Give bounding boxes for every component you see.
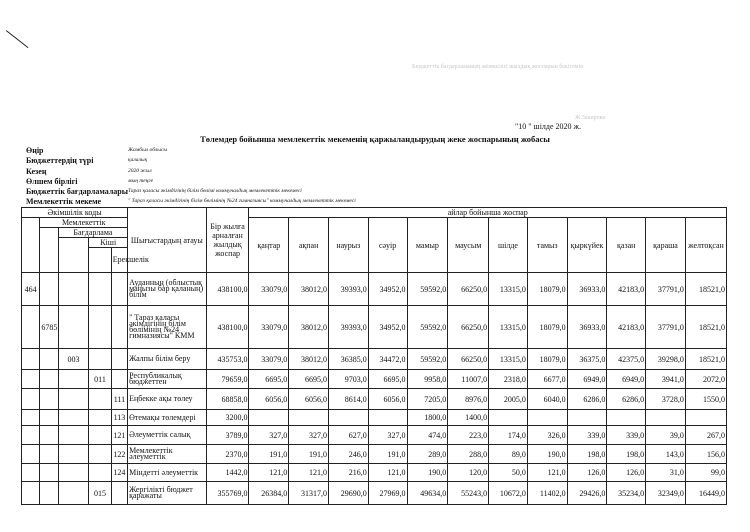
- month-value-cell: 121,0: [368, 464, 407, 482]
- month-value-cell: 327,0: [368, 426, 407, 445]
- scan-artifact-line: [6, 30, 29, 48]
- table-row: [22, 389, 727, 410]
- header-monthly-plan: айлар бойынша жоспар: [249, 208, 727, 218]
- code-cell: [22, 445, 40, 464]
- code-cell: [22, 349, 40, 370]
- month-value-cell: 35234,0: [607, 482, 646, 505]
- month-value-cell: [646, 410, 686, 426]
- month-value-cell: [685, 410, 726, 426]
- month-value-cell: 6677,0: [527, 370, 567, 389]
- month-value-cell: 31317,0: [289, 482, 329, 505]
- month-value-cell: 39393,0: [328, 273, 368, 306]
- code-cell: [40, 426, 58, 445]
- month-value-cell: 339,0: [567, 426, 607, 445]
- code-cell: [89, 349, 111, 370]
- month-value-cell: 267,0: [685, 426, 726, 445]
- code-cell: 011: [89, 370, 111, 389]
- annual-cell: 3200,0: [206, 410, 249, 426]
- month-value-cell: 26384,0: [249, 482, 289, 505]
- month-value-cell: 2072,0: [685, 370, 726, 389]
- month-value-cell: 18079,0: [527, 349, 567, 370]
- month-value-cell: 2005,0: [489, 389, 528, 410]
- code-cell: [22, 426, 40, 445]
- month-value-cell: 1400,0: [448, 410, 489, 426]
- month-value-cell: 339,0: [607, 426, 646, 445]
- month-value-cell: 121,0: [249, 464, 289, 482]
- month-value-cell: 6695,0: [368, 370, 407, 389]
- month-value-cell: 11007,0: [448, 370, 489, 389]
- month-value-cell: 474,0: [407, 426, 448, 445]
- month-value-cell: 326,0: [527, 426, 567, 445]
- month-value-cell: 33079,0: [249, 306, 289, 349]
- expense-name-cell: Өтемақы төлемдері: [128, 410, 207, 426]
- month-value-cell: 6056,0: [289, 389, 329, 410]
- month-header: маусым: [448, 218, 489, 273]
- month-value-cell: 18079,0: [527, 306, 567, 349]
- code-cell: [22, 464, 40, 482]
- month-value-cell: 126,0: [567, 464, 607, 482]
- table-row: [22, 464, 727, 482]
- month-value-cell: [527, 410, 567, 426]
- month-value-cell: 13315,0: [489, 349, 528, 370]
- month-header: қыркүйек: [567, 218, 607, 273]
- header-spacer: [22, 218, 40, 273]
- header-expense-name: Шығыстардың атауы: [128, 208, 207, 273]
- code-cell: [58, 464, 89, 482]
- month-value-cell: 13315,0: [489, 306, 528, 349]
- table-row: [22, 445, 727, 464]
- month-value-cell: 50,0: [489, 464, 528, 482]
- month-value-cell: 1550,0: [685, 389, 726, 410]
- month-value-cell: 39,0: [646, 426, 686, 445]
- month-value-cell: 2318,0: [489, 370, 528, 389]
- month-value-cell: 89,0: [489, 445, 528, 464]
- month-value-cell: 6056,0: [368, 389, 407, 410]
- month-value-cell: 198,0: [567, 445, 607, 464]
- table-row: [22, 426, 727, 445]
- month-header: шілде: [489, 218, 528, 273]
- month-header: тамыз: [527, 218, 567, 273]
- month-value-cell: 42375,0: [607, 349, 646, 370]
- month-value-cell: 191,0: [249, 445, 289, 464]
- month-value-cell: [328, 410, 368, 426]
- code-cell: [111, 306, 127, 349]
- month-value-cell: 191,0: [289, 445, 329, 464]
- month-value-cell: [489, 410, 528, 426]
- code-cell: [40, 349, 58, 370]
- code-cell: [58, 370, 89, 389]
- month-value-cell: 223,0: [448, 426, 489, 445]
- meta-value-programs: Тараз қаласы әкімдігінің білім бөлімі коммуналдық мемлекеттік мекемесі: [128, 188, 302, 194]
- table-row: [22, 306, 727, 349]
- code-cell: 111: [111, 389, 127, 410]
- code-cell: 122: [111, 445, 127, 464]
- annual-cell: 355769,0: [206, 482, 249, 505]
- month-value-cell: 327,0: [249, 426, 289, 445]
- month-value-cell: 27969,0: [368, 482, 407, 505]
- code-cell: [22, 389, 40, 410]
- month-value-cell: 10672,0: [489, 482, 528, 505]
- expense-name-cell: Ауданның (облыстық маңызы бар қаланың) білім: [128, 273, 207, 306]
- approval-note: Бюджеттік бағдарламаның әкімшілігі жылдық жоспарын бекітемін: [412, 64, 584, 70]
- month-value-cell: 29690,0: [328, 482, 368, 505]
- header-specific: Ерекшелік: [111, 248, 127, 273]
- month-value-cell: 190,0: [527, 445, 567, 464]
- table-row: [22, 370, 727, 389]
- meta-value-unit: мың теңге: [128, 178, 154, 184]
- month-value-cell: 327,0: [289, 426, 329, 445]
- month-header: желтоқсан: [685, 218, 726, 273]
- code-cell: [89, 410, 111, 426]
- code-cell: [40, 464, 58, 482]
- meta-label-unit: Өлшем бірлігі: [26, 177, 78, 186]
- month-value-cell: [368, 410, 407, 426]
- meta-value-budget-type: қалалық: [128, 157, 148, 163]
- month-value-cell: 8976,0: [448, 389, 489, 410]
- month-value-cell: 6040,0: [527, 389, 567, 410]
- month-value-cell: 121,0: [289, 464, 329, 482]
- month-value-cell: 39298,0: [646, 349, 686, 370]
- month-value-cell: 289,0: [407, 445, 448, 464]
- annual-cell: 438100,0: [206, 273, 249, 306]
- code-cell: [40, 410, 58, 426]
- code-cell: [89, 306, 111, 349]
- month-value-cell: 7205,0: [407, 389, 448, 410]
- expense-name-cell: Жергілікті бюджет қаражаты: [128, 482, 207, 505]
- header-program: Бағдарлама: [58, 228, 127, 238]
- code-cell: 003: [58, 349, 89, 370]
- code-cell: [22, 410, 40, 426]
- header-state: Мемлекеттік: [40, 218, 128, 228]
- month-value-cell: 8614,0: [328, 389, 368, 410]
- meta-label-institution: Мемлекеттік мекеме: [26, 197, 102, 206]
- month-value-cell: 288,0: [448, 445, 489, 464]
- month-value-cell: 3941,0: [646, 370, 686, 389]
- month-value-cell: 18079,0: [527, 273, 567, 306]
- annual-cell: 1442,0: [206, 464, 249, 482]
- month-value-cell: 6286,0: [607, 389, 646, 410]
- expense-name-cell: " Тараз қаласы әкімдігінің білім бөлімінің №24 гимназиясы" КММ: [128, 306, 207, 349]
- month-value-cell: 36933,0: [567, 306, 607, 349]
- code-cell: [22, 370, 40, 389]
- code-cell: [58, 273, 89, 306]
- code-cell: 113: [111, 410, 127, 426]
- month-value-cell: 36933,0: [567, 273, 607, 306]
- expense-name-cell: Жалпы білім беру: [128, 349, 207, 370]
- expense-name-cell: Республикалық бюджеттен: [128, 370, 207, 389]
- table-row: [22, 349, 727, 370]
- month-value-cell: [249, 410, 289, 426]
- month-value-cell: 6286,0: [567, 389, 607, 410]
- month-value-cell: [607, 410, 646, 426]
- month-value-cell: 120,0: [448, 464, 489, 482]
- table-row: [22, 410, 727, 426]
- month-value-cell: 38012,0: [289, 273, 329, 306]
- month-value-cell: 59592,0: [407, 306, 448, 349]
- month-value-cell: 36385,0: [328, 349, 368, 370]
- month-value-cell: 31,0: [646, 464, 686, 482]
- header-spacer: [58, 238, 89, 273]
- annual-cell: 438100,0: [206, 306, 249, 349]
- annual-cell: 79659,0: [206, 370, 249, 389]
- expense-name-cell: Еңбекке ақы төлеу: [128, 389, 207, 410]
- code-cell: [111, 349, 127, 370]
- month-value-cell: 1800,0: [407, 410, 448, 426]
- month-value-cell: 34952,0: [368, 306, 407, 349]
- month-value-cell: 33079,0: [249, 273, 289, 306]
- code-cell: [111, 482, 127, 505]
- month-value-cell: 37791,0: [646, 306, 686, 349]
- month-value-cell: 42183,0: [607, 273, 646, 306]
- code-cell: [40, 273, 58, 306]
- code-cell: [58, 306, 89, 349]
- month-value-cell: 216,0: [328, 464, 368, 482]
- month-value-cell: [567, 410, 607, 426]
- code-cell: [40, 482, 58, 505]
- code-cell: [89, 273, 111, 306]
- month-header: қаңтар: [249, 218, 289, 273]
- signature-name: Ж.Закирова: [575, 115, 606, 121]
- month-value-cell: 18521,0: [685, 349, 726, 370]
- month-header: қазан: [607, 218, 646, 273]
- month-value-cell: 6695,0: [249, 370, 289, 389]
- month-value-cell: 6695,0: [289, 370, 329, 389]
- month-value-cell: 66250,0: [448, 273, 489, 306]
- month-value-cell: 49634,0: [407, 482, 448, 505]
- meta-label-budget-type: Бюджеттердің түрі: [26, 156, 94, 165]
- expense-name-cell: Мемлекеттік әлеуметтік: [128, 445, 207, 464]
- code-cell: [58, 426, 89, 445]
- code-cell: [58, 482, 89, 505]
- month-value-cell: 6949,0: [567, 370, 607, 389]
- meta-label-region: Өңір: [26, 146, 44, 155]
- month-header: сәуір: [368, 218, 407, 273]
- annual-cell: 68858,0: [206, 389, 249, 410]
- code-cell: [89, 464, 111, 482]
- month-value-cell: 3728,0: [646, 389, 686, 410]
- month-header: мамыр: [407, 218, 448, 273]
- code-cell: [40, 389, 58, 410]
- month-header: наурыз: [328, 218, 368, 273]
- code-cell: [58, 389, 89, 410]
- month-value-cell: 246,0: [328, 445, 368, 464]
- month-header: қараша: [646, 218, 686, 273]
- header-spacer: [89, 248, 111, 273]
- document-date: "10 " шілде 2020 ж.: [515, 122, 582, 131]
- header-admin-code: Әкімшілік коды: [22, 208, 128, 218]
- table-row: [22, 273, 727, 306]
- financing-plan-table: [21, 207, 727, 505]
- code-cell: 121: [111, 426, 127, 445]
- month-value-cell: [289, 410, 329, 426]
- month-value-cell: 42183,0: [607, 306, 646, 349]
- month-value-cell: 66250,0: [448, 306, 489, 349]
- meta-value-region: Жамбыл облысы: [128, 147, 168, 153]
- meta-value-institution: " Тараз қаласы әкімдігінің білім бөлімінің №24 гимназиясы" коммуналдық мемлекеттік мекемесі: [128, 198, 356, 204]
- month-value-cell: 18521,0: [685, 306, 726, 349]
- month-value-cell: 190,0: [407, 464, 448, 482]
- annual-cell: 2370,0: [206, 445, 249, 464]
- month-value-cell: 34472,0: [368, 349, 407, 370]
- month-value-cell: 59592,0: [407, 349, 448, 370]
- expense-name-cell: Міндетті әлеуметтік: [128, 464, 207, 482]
- header-spacer: [40, 228, 58, 273]
- month-value-cell: 6949,0: [607, 370, 646, 389]
- expense-name-cell: Әлеуметтік салық: [128, 426, 207, 445]
- month-value-cell: 37791,0: [646, 273, 686, 306]
- month-header: ақпан: [289, 218, 329, 273]
- month-value-cell: 59592,0: [407, 273, 448, 306]
- code-cell: [89, 389, 111, 410]
- month-value-cell: 11402,0: [527, 482, 567, 505]
- month-value-cell: 16449,0: [685, 482, 726, 505]
- code-cell: [111, 370, 127, 389]
- month-value-cell: 99,0: [685, 464, 726, 482]
- month-value-cell: 156,0: [685, 445, 726, 464]
- code-cell: 124: [111, 464, 127, 482]
- table-body: [22, 208, 727, 505]
- header-sub: Кіші: [89, 238, 128, 248]
- table-row: [22, 482, 727, 505]
- code-cell: [58, 410, 89, 426]
- meta-label-programs: Бюджеттік бағдарламалары: [26, 187, 128, 196]
- code-cell: [40, 370, 58, 389]
- month-value-cell: 121,0: [527, 464, 567, 482]
- month-value-cell: 198,0: [607, 445, 646, 464]
- code-cell: [89, 445, 111, 464]
- month-value-cell: 38012,0: [289, 306, 329, 349]
- month-value-cell: 33079,0: [249, 349, 289, 370]
- month-value-cell: 38012,0: [289, 349, 329, 370]
- month-value-cell: 143,0: [646, 445, 686, 464]
- annual-cell: 435753,0: [206, 349, 249, 370]
- month-value-cell: 29426,0: [567, 482, 607, 505]
- code-cell: [40, 445, 58, 464]
- month-value-cell: 18521,0: [685, 273, 726, 306]
- month-value-cell: 55243,0: [448, 482, 489, 505]
- meta-label-period: Кезең: [26, 167, 47, 176]
- annual-cell: 3789,0: [206, 426, 249, 445]
- code-cell: [89, 426, 111, 445]
- month-value-cell: 13315,0: [489, 273, 528, 306]
- code-cell: 015: [89, 482, 111, 505]
- code-cell: 6785: [40, 306, 58, 349]
- month-value-cell: 627,0: [328, 426, 368, 445]
- header-annual-plan: Бір жылға арналған жылдық жоспар: [206, 208, 249, 273]
- code-cell: 464: [22, 273, 40, 306]
- month-value-cell: 9703,0: [328, 370, 368, 389]
- document-title: Төлемдер бойынша мемлекеттік мекеменің қаржыландырудың жеке жоспарының жобасы: [200, 134, 550, 144]
- month-value-cell: 66250,0: [448, 349, 489, 370]
- month-value-cell: 39393,0: [328, 306, 368, 349]
- month-value-cell: 32349,0: [646, 482, 686, 505]
- month-value-cell: 36375,0: [567, 349, 607, 370]
- month-value-cell: 174,0: [489, 426, 528, 445]
- month-value-cell: 34952,0: [368, 273, 407, 306]
- month-value-cell: 9958,0: [407, 370, 448, 389]
- code-cell: [22, 482, 40, 505]
- code-cell: [111, 273, 127, 306]
- month-value-cell: 6056,0: [249, 389, 289, 410]
- code-cell: [22, 306, 40, 349]
- month-value-cell: 191,0: [368, 445, 407, 464]
- meta-value-period: 2020 жыл: [128, 168, 152, 174]
- month-value-cell: 126,0: [607, 464, 646, 482]
- code-cell: [58, 445, 89, 464]
